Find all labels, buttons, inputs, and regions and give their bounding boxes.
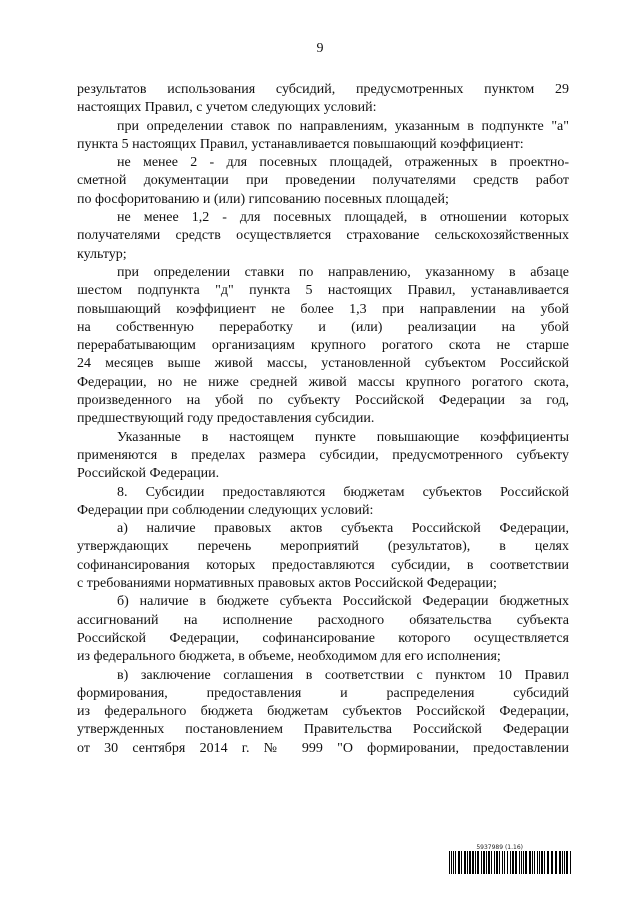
paragraph-8-line-1: а) наличие правовых актов субъекта Российской Федерации, xyxy=(117,521,569,537)
document-body xyxy=(77,81,569,758)
paragraph-2-line-1: при определении ставок по направлениям, указанным в подпункте "а" xyxy=(117,118,569,134)
paragraph-3-line-1: не менее 2 - для посевных площадей, отраженных в проектно- xyxy=(117,155,569,171)
paragraph-5-line-6: 24 месяцев выше живой массы, установленной субъектом Российской xyxy=(77,356,569,372)
paragraph-5-line-5: перерабатывающим организациям крупного рогатого скота не старше xyxy=(77,338,569,354)
paragraph-2-line-2: пункта 5 настоящих Правил, устанавливается повышающий коэффициент: xyxy=(77,136,524,152)
paragraph-4-line-2: получателями средств осуществляется страхование сельскохозяйственных xyxy=(77,228,569,244)
paragraph-5-line-3: повышающий коэффициент не более 1,3 при направлении на убой xyxy=(77,301,569,317)
paragraph-10-line-4: утвержденных постановлением Правительства Российской Федерации xyxy=(77,722,569,738)
paragraph-6-line-3: Российской Федерации. xyxy=(77,466,220,482)
paragraph-4-line-3: культур; xyxy=(77,246,127,262)
paragraph-10-line-3: из федерального бюджета бюджетам субъектов Российской Федерации, xyxy=(77,704,569,720)
paragraph-5-line-1: при определении ставки по направлению, указанному в абзаце xyxy=(117,264,569,280)
paragraph-4-line-1: не менее 1,2 - для посевных площадей, в отношении которых xyxy=(117,210,569,226)
paragraph-5-line-2: шестом подпункта "д" пункта 5 настоящих Правил, устанавливается xyxy=(77,283,569,299)
paragraph-5-line-4: на собственную переработку и (или) реализации на убой xyxy=(77,319,569,335)
paragraph-10-line-2: формирования, предоставления и распределения субсидий xyxy=(77,685,569,701)
document-barcode xyxy=(449,844,573,874)
paragraph-8-line-3: софинансирования которых предоставляются субсидии, в соответствии xyxy=(77,557,569,573)
page-number: 9 xyxy=(316,41,324,56)
paragraph-1-line-2: настоящих Правил, с учетом следующих условий: xyxy=(77,100,377,116)
paragraph-7-line-1: 8. Субсидии предоставляются бюджетам субъектов Российской xyxy=(117,484,569,500)
paragraph-3-line-3: по фосфоритованию и (или) гипсованию посевных площадей; xyxy=(77,191,449,207)
paragraph-6-line-1: Указанные в настоящем пункте повышающие коэффициенты xyxy=(117,429,569,445)
paragraph-1-line-1: результатов использования субсидий, предусмотренных пунктом 29 xyxy=(77,82,569,97)
paragraph-5-line-9: предшествующий году предоставления субсидии. xyxy=(77,411,375,427)
paragraph-9-line-3: Российской Федерации, софинансирование которого осуществляется xyxy=(77,630,569,646)
paragraph-9-line-2: ассигнований на исполнение расходного обязательства субъекта xyxy=(77,612,569,628)
barcode-code: 5937989 (1.16) xyxy=(476,844,523,851)
paragraph-10-line-1: в) заключение соглашения в соответствии с пунктом 10 Правил xyxy=(117,667,569,683)
barcode-icon xyxy=(449,851,573,874)
paragraph-9-line-1: б) наличие в бюджете субъекта Российской Федерации бюджетных xyxy=(117,594,569,610)
paragraph-6-line-2: применяются в пределах размера субсидии, предусмотренного субъекту xyxy=(77,447,569,463)
paragraph-3-line-2: сметной документации при проведении получателями средств работ xyxy=(77,173,569,189)
paragraph-9-line-4: из федерального бюджета, в объеме, необходимом для его исполнения; xyxy=(77,649,501,665)
paragraph-8-line-4: с требованиями нормативных правовых актов Российской Федерации; xyxy=(77,576,497,592)
paragraph-8-line-2: утверждающих перечень мероприятий (результатов), в целях xyxy=(77,539,569,555)
paragraph-10-line-5: от 30 сентября 2014 г. № 999 "О формировании, предоставлении xyxy=(77,740,569,756)
paragraph-5-line-7: Федерации, но не ниже средней живой массы крупного рогатого скота, xyxy=(77,374,569,390)
paragraph-5-line-8: произведенного на убой по субъекту Российской Федерации за год, xyxy=(77,393,569,409)
paragraph-7-line-2: Федерации при соблюдении следующих условий: xyxy=(77,502,374,518)
